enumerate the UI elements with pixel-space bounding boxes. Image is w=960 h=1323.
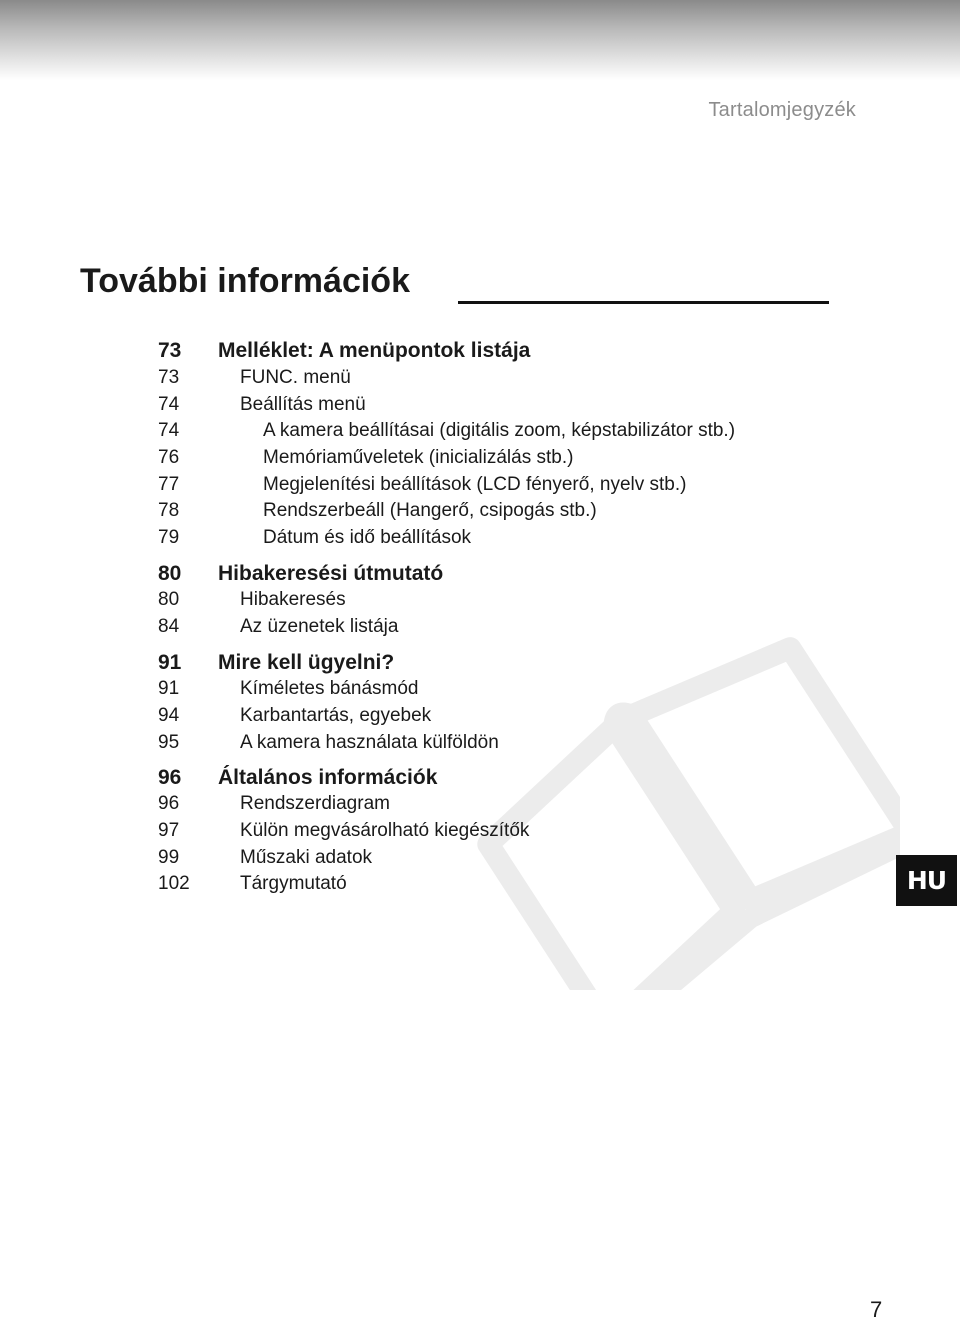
toc-page-number: 99 [158,847,180,868]
toc-entry-text: Külön megvásárolható kiegészítők [240,820,530,841]
toc-page-number: 94 [158,705,180,726]
toc-entry-text: Műszaki adatok [240,847,373,868]
page-number: 7 [870,1297,883,1322]
toc-entry-text: Beállítás menü [240,394,366,415]
toc-page-number: 91 [158,651,182,674]
toc-entry-text: Megjelenítési beállítások (LCD fényerő, nyelv stb.) [263,474,687,495]
header-label: Tartalomjegyzék [708,99,856,121]
toc-page-number: 80 [158,562,182,585]
toc-page-number: 74 [158,394,180,415]
toc-page-number: 79 [158,527,180,548]
toc-page-number: 77 [158,474,180,495]
top-gradient-band [0,0,960,80]
toc-entry-text: Hibakeresés [240,589,346,610]
toc-entry-text: FUNC. menü [240,367,351,388]
toc-entry-text: Mire kell ügyelni? [218,651,395,674]
toc-entry-text: Rendszerdiagram [240,793,390,814]
toc-entry-text: Általános információk [218,766,438,789]
toc-page-number: 97 [158,820,180,841]
toc-entry-text: Melléklet: A menüpontok listája [218,339,531,362]
toc-entry-text: Hibakeresési útmutató [218,562,444,585]
section-title: További információk [80,262,410,300]
toc-page-number: 76 [158,447,180,468]
language-tab: HU [896,855,957,906]
toc-page-number: 102 [158,873,190,894]
toc-entry-text: Rendszerbeáll (Hangerő, csipogás stb.) [263,500,597,521]
toc-entry-text: Kíméletes bánásmód [240,678,419,699]
toc-entry-text: Dátum és idő beállítások [263,527,472,548]
toc-page-number: 91 [158,678,180,699]
toc-page-number: 84 [158,616,180,637]
toc-page-number: 74 [158,420,180,441]
toc-page-number: 73 [158,367,180,388]
toc-entry-text: Memóriaműveletek (inicializálás stb.) [263,447,574,468]
toc-entry-text: Az üzenetek listája [240,616,399,637]
toc-entry-text: Tárgymutató [240,873,347,894]
toc-entry-text: Karbantartás, egyebek [240,705,432,726]
toc-page-number: 96 [158,793,180,814]
title-underline [458,301,829,304]
toc-entry-text: A kamera beállításai (digitális zoom, képstabilizátor stb.) [263,420,736,441]
open-book-icon [430,600,900,990]
toc-page-number: 73 [158,339,182,362]
toc-page-number: 95 [158,732,180,753]
toc-page-number: 78 [158,500,180,521]
toc-page-number: 80 [158,589,180,610]
toc-page-number: 96 [158,766,182,789]
toc-entry-text: A kamera használata külföldön [240,732,499,753]
